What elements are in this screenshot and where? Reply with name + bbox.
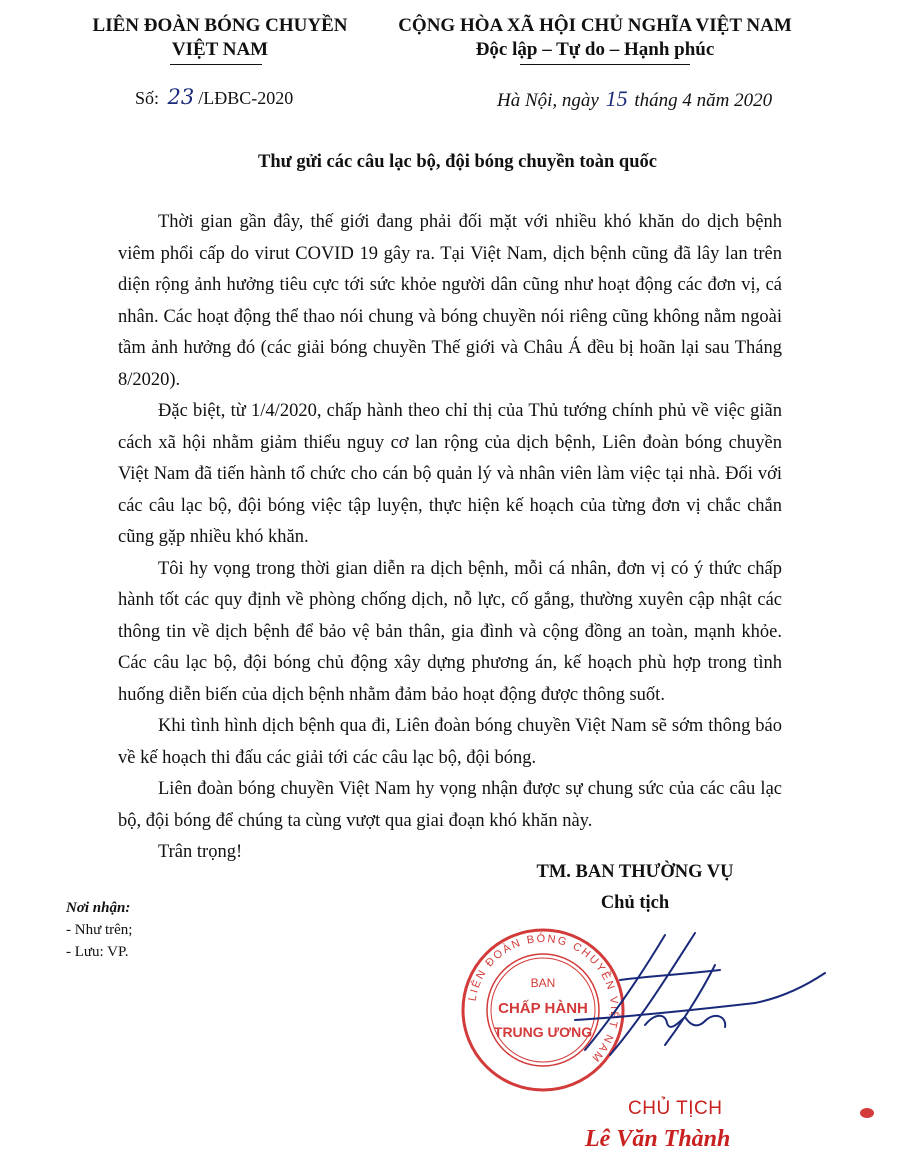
paragraph: Tôi hy vọng trong thời gian diễn ra dịch bệnh, mỗi cá nhân, đơn vị có ý thức chấp hành tốt các quy định về phòng chống dịch, nỗ lực, cố gắng, thường xuyên cập nhật các thông tin về dịch bệnh để bảo vệ bản thân, gia đình và cộng đồng an toàn, mạnh khỏe. Các câu lạc bộ, đội bóng chủ động xây dựng phương án, kế hoạch phù hợp trong tình huống diễn biến của dịch bệnh nhằm đảm bảo hoạt động được thông suốt. — [118, 558, 782, 705]
recipients — [66, 897, 132, 963]
organization-underline — [170, 64, 262, 65]
paragraph: Đặc biệt, từ 1/4/2020, chấp hành theo chỉ thị của Thủ tướng chính phủ về việc giãn cách xã hội nhằm giảm thiểu nguy cơ lan rộng của dịch bệnh, Liên đoàn bóng chuyền Việt Nam đã tiến hành tổ chức cho cán bộ quản lý và nhân viên làm việc tại nhà. Đối với các câu lạc bộ, đội bóng việc tập luyện, thực hiện kế hoạch của từng đơn vị chắc chắn cũng gặp nhiều khó khăn. — [118, 401, 782, 547]
closing-greeting: Trân trọng! — [158, 842, 243, 862]
svg-text:BAN: BAN — [530, 976, 556, 990]
signer-role: CHỦ TỊCH — [628, 1098, 723, 1119]
national-heading — [365, 14, 825, 62]
organization-name-line1: LIÊN ĐOÀN BÓNG CHUYỀN — [92, 15, 348, 36]
handwritten-signature — [515, 925, 835, 1065]
recipients-label: Nơi nhận: — [66, 900, 131, 916]
signature-heading-line2: Chủ tịch — [600, 893, 670, 913]
motto-underline — [520, 64, 690, 65]
document-number-prefix: Số: — [135, 88, 160, 108]
date-prefix: Hà Nội, ngày — [497, 90, 599, 111]
recipient-item: - Như trên; — [66, 922, 133, 938]
national-motto: Độc lập – Tự do – Hạnh phúc — [475, 39, 715, 60]
paragraph: Khi tình hình dịch bệnh qua đi, Liên đoàn bóng chuyền Việt Nam sẽ sớm thông báo về kế hoạch thi đấu các giải tới các câu lạc bộ, đội bóng. — [118, 716, 782, 768]
document-number — [135, 85, 293, 109]
date-suffix: tháng 4 năm 2020 — [634, 90, 773, 111]
signer-name: Lê Văn Thành — [585, 1126, 731, 1152]
document-date — [497, 86, 772, 112]
letter-body — [118, 207, 782, 869]
paragraph: Liên đoàn bóng chuyền Việt Nam hy vọng nhận được sự chung sức của các câu lạc bộ, đội bóng để chúng ta cùng vượt qua giai đoạn khó khăn này. — [118, 779, 782, 831]
signature-heading-line1: TM. BAN THƯỜNG VỤ — [536, 862, 734, 882]
svg-text:CHẤP HÀNH: CHẤP HÀNH — [498, 1000, 588, 1017]
svg-text:TRUNG ƯƠNG: TRUNG ƯƠNG — [493, 1024, 593, 1040]
stamp-ink-mark — [860, 1108, 874, 1118]
letter-title: Thư gửi các câu lạc bộ, đội bóng chuyền toàn quốc — [258, 152, 657, 172]
organization-name — [70, 14, 370, 62]
date-day: 15 — [605, 86, 628, 111]
document-number-value: 23 — [167, 85, 195, 109]
document-number-suffix: /LĐBC-2020 — [198, 88, 294, 108]
svg-text:LIÊN ĐOÀN BÓNG CHUYỀN VIỆT NAM: LIÊN ĐOÀN BÓNG CHUYỀN VIỆT NAM — [466, 932, 621, 1066]
recipient-item: - Lưu: VP. — [66, 944, 129, 960]
organization-name-line2: VIỆT NAM — [171, 39, 269, 60]
paragraph: Thời gian gần đây, thế giới đang phải đối mặt với nhiều khó khăn do dịch bệnh viêm phổi cấp do virut COVID 19 gây ra. Tại Việt Nam, dịch bệnh cũng đã lây lan trên diện rộng ảnh hưởng tiêu cực tới sức khỏe người dân cũng như hoạt động các đơn vị, cá nhân. Các hoạt động thể thao nói chung và bóng chuyền nói riêng cũng không nằm ngoài tầm ảnh hưởng đó (các giải bóng chuyền Thế giới và Châu Á đều bị hoãn lại sau Tháng 8/2020). — [118, 212, 782, 390]
signature-heading — [470, 857, 800, 919]
national-title: CỘNG HÒA XÃ HỘI CHỦ NGHĨA VIỆT NAM — [398, 15, 792, 36]
